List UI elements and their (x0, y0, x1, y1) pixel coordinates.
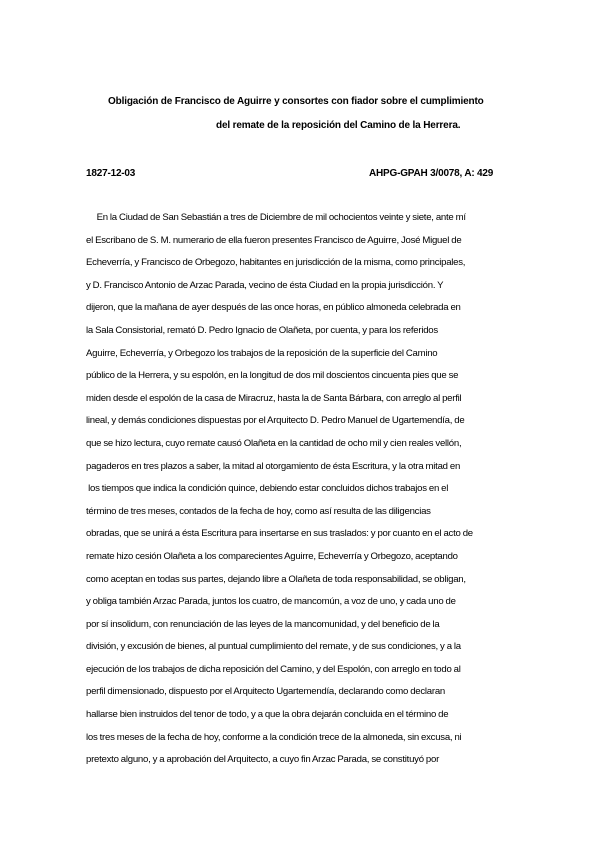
body-text-line: término de tres meses, contados de la fecha de hoy, como así resulta de las diligencias (86, 505, 431, 517)
body-text-line: obradas, que se unirá a ésta Escritura para insertarse en sus traslados: y por cuanto en el acto de (86, 528, 473, 540)
document-body (86, 212, 516, 777)
body-text-line: Aguirre, Echeverría, y Orbegozo los trabajos de la reposición de la superficie del Camino (86, 347, 438, 359)
body-text-line: En la Ciudad de San Sebastián a tres de Diciembre de mil ochocientos veinte y siete, ante mí (86, 212, 466, 223)
body-text-line: perfil dimensionado, dispuesto por el Arquitecto Ugartemendía, declarando como declaran (86, 686, 445, 698)
body-text-line: público de la Herrera, y su espolón, en la longitud de dos mil doscientos cincuenta pies que se (86, 370, 459, 382)
body-text-line: Echeverría, y Francisco de Orbegozo, habitantes en jurisdicción de la misma, como principales, (86, 257, 466, 269)
body-text-line: ejecución de los trabajos de dicha reposición del Camino, y del Espolón, con arreglo en todo al (86, 663, 461, 675)
body-text-line: dijeron, que la mañana de ayer después de las once horas, en público almoneda celebrada en (86, 302, 461, 314)
body-text-line: los tiempos que indica la condición quince, debiendo estar concluidos dichos trabajos en el (86, 483, 449, 495)
body-text-line: miden desde el espolón de la casa de Miracruz, hasta la de Santa Bárbara, con arreglo al perfil (86, 392, 462, 404)
body-text-line: y obliga también Arzac Parada, juntos los cuatro, de mancomún, a voz de uno, y cada uno de (86, 596, 456, 608)
body-text-line: la Sala Consistorial, remató D. Pedro Ignacio de Olañeta, por cuenta, y para los referidos (86, 324, 438, 336)
body-text-line: pretexto alguno, y a aprobación del Arquitecto, a cuyo fin Arzac Parada, se constituyó por (86, 754, 440, 766)
body-text-line: y D. Francisco Antonio de Arzac Parada, vecino de ésta Ciudad en la propia jurisdicción. Y (86, 279, 444, 291)
document-date: 1827-12-03 (86, 168, 136, 179)
body-text-line: como aceptan en todas sus partes, dejando libre a Olañeta de toda responsabilidad, se obligan, (86, 573, 466, 585)
body-text-line: los tres meses de la fecha de hoy, conforme a la condición trece de la almoneda, sin excusa, ni (86, 731, 462, 743)
body-text-line: por sí insolidum, con renunciación de las leyes de la mancomunidad, y del beneficio de la (86, 618, 440, 630)
archive-reference: AHPG-GPAH 3/0078, A: 429 (369, 168, 494, 179)
body-text-line: lineal, y demás condiciones dispuestas por el Arquitecto D. Pedro Manuel de Ugartemendía, de (86, 415, 465, 427)
body-text-line: remate hizo cesión Olañeta a los comparecientes Aguirre, Echeverría y Orbegozo, aceptando (86, 550, 458, 562)
body-text-line: pagaderos en tres plazos a saber, la mitad al otorgamiento de ésta Escritura, y la otra mitad en (86, 460, 461, 472)
body-text-line: el Escribano de S. M. numerario de ella fueron presentes Francisco de Aguirre, José Miguel de (86, 234, 462, 246)
body-text-line: hallarse bien instruidos del tenor de todo, y a que la obra dejarán concluida en el término de (86, 709, 449, 721)
document-title-line-1: Obligación de Francisco de Aguirre y consortes con fiador sobre el cumplimiento (108, 96, 484, 107)
body-text-line: división, y excusión de bienes, al puntual cumplimiento del remate, y de sus condiciones, y a la (86, 641, 461, 653)
document-title-line-2: del remate de la reposición del Camino de la Herrera. (216, 120, 461, 131)
body-text-line: que se hizo lectura, cuyo remate causó Olañeta en la cantidad de ocho mil y cien reales vellón, (86, 437, 462, 449)
